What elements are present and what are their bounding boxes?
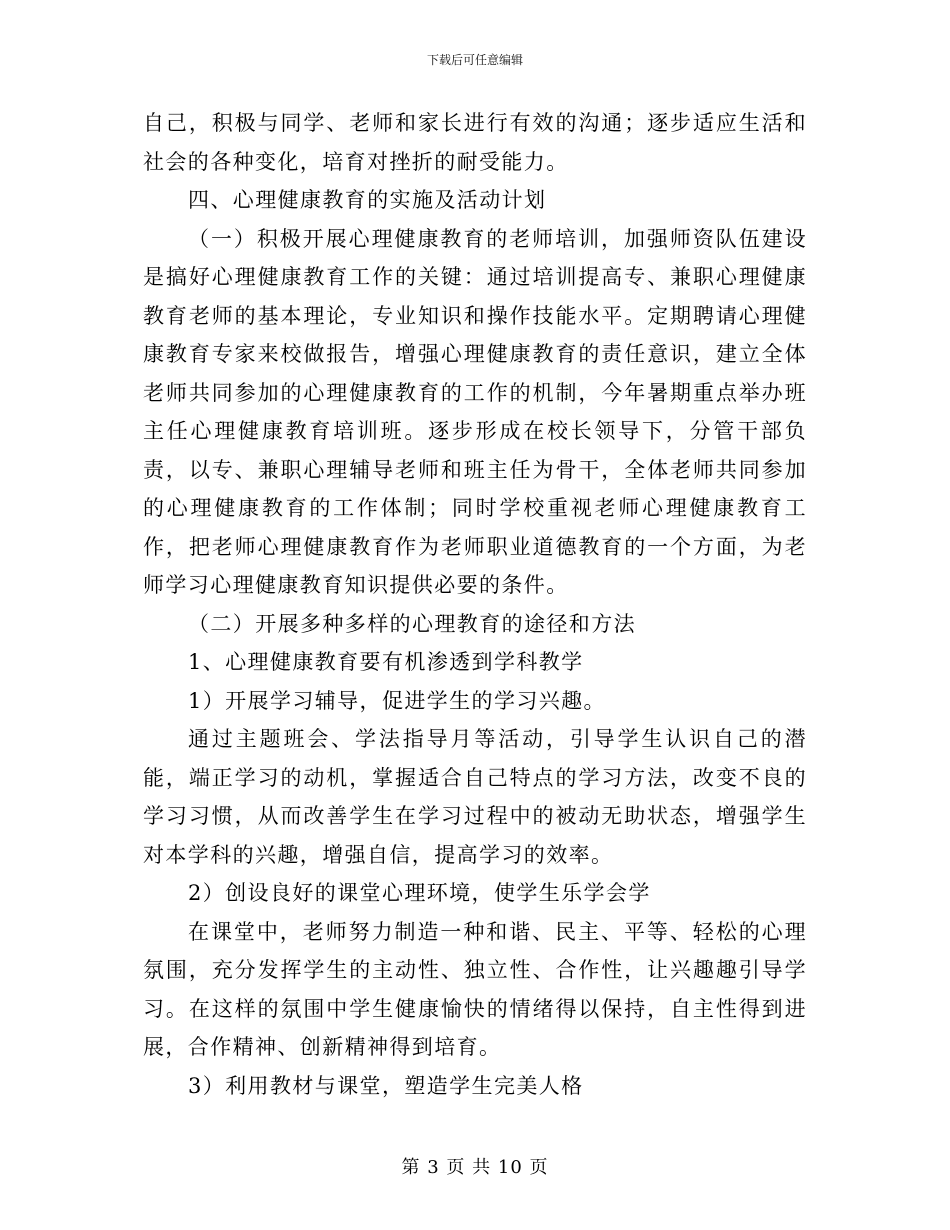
document-body (143, 104, 807, 1105)
item-heading-study-guidance: 1）开展学习辅导，促进学生的学习兴趣。 (188, 688, 606, 713)
page-footer (0, 1157, 950, 1179)
section-heading-four: 四、心理健康教育的实施及活动计划 (188, 188, 547, 212)
footer-current-page: 3 (427, 1157, 440, 1178)
footer-prefix: 第 (401, 1157, 421, 1178)
paragraph-continuation: 自己，积极与同学、老师和家长进行有效的沟通；逐步适应生活和社会的各种变化，培育对挫折的耐受能力。 (143, 111, 807, 174)
subsection-heading-methods: （二）开展多种多样的心理教育的途径和方法 (188, 611, 636, 636)
page-header: 下载后可任意编辑 (426, 53, 523, 67)
paragraph-teacher-training: （一）积极开展心理健康教育的老师培训，加强师资队伍建设是搞好心理健康教育工作的关键：通过培训提高专、兼职心理健康教育老师的基本理论，专业知识和操作技能水平。定期聘请心理健康教育专家来校做报告，增强心理健康教育的责任意识，建立全体老师共同参加的心理健康教育的工作的机制，今年暑期重点举办班主任心理健康教育培训班。逐步形成在校长领导下，分管干部负责，以专、兼职心理辅导老师和班主任为骨干，全体老师共同参加的心理健康教育的工作体制；同时学校重视老师心理健康教育工作，把老师心理健康教育作为老师职业道德教育的一个方面，为老师学习心理健康教育知识提供必要的条件。 (143, 226, 807, 597)
footer-suffix: 页 (529, 1157, 549, 1178)
item-heading-classroom-environment: 2）创设良好的课堂心理环境，使学生乐学会学 (188, 881, 651, 905)
item-heading-personality: 3）利用教材与课堂，塑造学生完美人格 (188, 1073, 584, 1098)
footer-total-pages: 10 (497, 1157, 523, 1178)
footer-middle: 页 共 (446, 1157, 492, 1178)
paragraph-study-guidance: 通过主题班会、学法指导月等活动，引导学生认识自己的潜能，端正学习的动机，掌握适合自己特点的学习方法，改变不良的学习习惯，从而改善学生在学习过程中的被动无助状态，增强学生对本学科的兴趣，增强自信，提高学习的效率。 (143, 727, 807, 867)
paragraph-classroom-environment: 在课堂中，老师努力制造一种和谐、民主、平等、轻松的心理氛围，充分发挥学生的主动性、独立性、合作性，让兴趣趣引导学习。在这样的氛围中学生健康愉快的情绪得以保持，自主性得到进展，合作精神、创新精神得到培育。 (143, 919, 807, 1059)
item-heading-subject-teaching: 1、心理健康教育要有机渗透到学科教学 (188, 650, 584, 674)
